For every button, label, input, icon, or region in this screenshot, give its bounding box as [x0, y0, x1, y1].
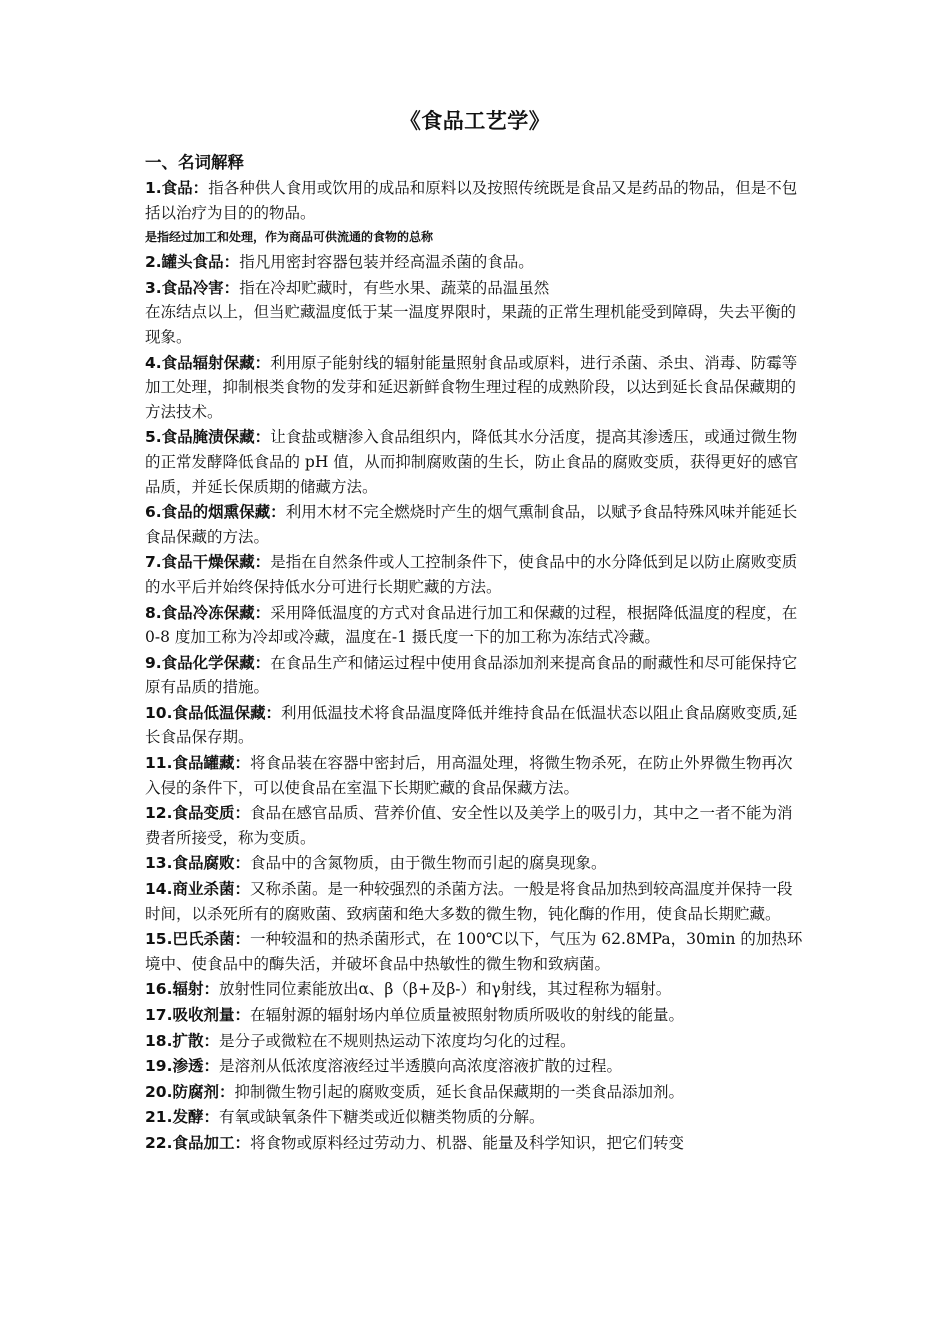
definition-entry [145, 550, 807, 599]
definition-entry [145, 601, 807, 650]
entry-definition: 在辐射源的辐射场内单位质量被照射物质所吸收的射线的能量。 [249, 1006, 684, 1024]
document-title: 《食品工艺学》 [399, 109, 551, 133]
entry-definition: 是溶剂从低浓度溶液经过半透膜向高浓度溶液扩散的过程。 [218, 1057, 622, 1076]
entry-definition: 食品在感官品质、营养价值、安全性以及美学上的吸引力，其中之一者不能为消费者所接受，称为变质。 [145, 804, 793, 847]
entry-term: 19.渗透： [145, 1057, 219, 1076]
entry-term: 22.食品加工： [145, 1133, 250, 1152]
entry-term: 14.商业杀菌： [145, 880, 250, 899]
entry-term: 15.巴氏杀菌： [145, 930, 250, 949]
definition-entry [145, 351, 807, 425]
entry-term: 3.食品冷害： [145, 278, 240, 297]
entry-term: 8.食品冷冻保藏： [145, 603, 271, 622]
definition-entry [145, 1080, 807, 1105]
entry-definition: 食品中的含氮物质，由于微生物而引起的腐臭现象。 [249, 854, 607, 873]
entry-term: 20.防腐剂： [145, 1082, 235, 1101]
definition-entry [145, 250, 807, 275]
definition-entry [145, 1131, 807, 1156]
definition-entry [145, 701, 807, 750]
entry-definition: 抑制微生物引起的腐败变质，延长食品保藏期的一类食品添加剂。 [234, 1082, 684, 1101]
entry-term: 10.食品低温保藏： [145, 703, 281, 722]
entry-term: 9.食品化学保藏： [145, 653, 271, 672]
definition-entry [145, 801, 807, 850]
entry-continuation: 在冻结点以上，但当贮藏温度低于某一温度界限时，果蔬的正常生理机能受到障碍，失去平衡的现象。 [145, 303, 797, 346]
definition-entry [145, 1105, 807, 1130]
entry-definition: 将食物或原料经过劳动力、机器、能量及科学知识，把它们转变 [249, 1133, 684, 1152]
definition-entry [145, 276, 807, 301]
definition-entry [145, 651, 807, 700]
entry-term: 5.食品腌渍保藏： [145, 428, 271, 447]
definition-entry [145, 176, 807, 225]
entry-term: 4.食品辐射保藏： [145, 353, 271, 372]
entry-definition: 让食盐或糖渗入食品组织内，降低其水分活度，提高其渗透压，或通过微生物的正常发酵降低食品的 pH 值，从而抑制腐败菌的生长，防止食品的腐败变质，获得更好的感官品质，并延长保质期的储藏方法。 [145, 428, 799, 496]
definition-entry [145, 877, 807, 926]
entry-term: 17.吸收剂量： [145, 1006, 250, 1024]
entry-definition: 利用低温技术将食品温度降低并维持食品在低温状态以阻止食品腐败变质,延长食品保存期。 [145, 703, 798, 747]
entry-definition: 指在冷却贮藏时，有些水果、蔬菜的品温虽然 [239, 278, 550, 297]
entry-definition: 利用原子能射线的辐射能量照射食品或原料，进行杀菌、杀虫、消毒、防霉等加工处理，抑制根类食物的发芽和延迟新鲜食物生理过程的成熟阶段，以达到延长食品保藏期的方法技术。 [145, 353, 798, 421]
entry-definition: 采用降低温度的方式对食品进行加工和保藏的过程，根据降低温度的程度，在 0-8 度加工称为冷却或冷藏，温度在-1 摄氏度一下的加工称为冻结式冷藏。 [145, 603, 798, 647]
document-body [145, 150, 807, 1156]
entry-definition: 有氧或缺氧条件下糖类或近似糖类物质的分解。 [218, 1108, 545, 1127]
definition-entry [145, 425, 807, 499]
entry-definition: 在食品生产和储运过程中使用食品添加剂来提高食品的耐藏性和尽可能保持它原有品质的措施。 [145, 653, 798, 697]
entry-term: 16.辐射： [145, 980, 219, 999]
definition-entry [145, 977, 807, 1002]
entry-definition: 一种较温和的热杀菌形式，在 100℃以下，气压为 62.8MPa，30min 的加热环境中、使食品中的酶失活，并破坏食品中热敏性的微生物和致病菌。 [145, 930, 803, 973]
entry-term: 2.罐头食品： [145, 253, 240, 272]
definition-entry [145, 500, 807, 549]
definition-entry [145, 851, 807, 876]
entry-definition: 指凡用密封容器包装并经高温杀菌的食品。 [239, 253, 534, 272]
definition-entry [145, 927, 807, 976]
section-title: 一、名词解释 [145, 153, 244, 172]
definition-entry [145, 751, 807, 800]
definition-entry [145, 1054, 807, 1079]
entry-definition: 利用木材不完全燃烧时产生的烟气熏制食品，以赋予食品特殊风味并能延长食品保藏的方法。 [145, 503, 798, 546]
entry-term: 21.发酵： [145, 1108, 219, 1127]
entry-term: 12.食品变质： [145, 804, 250, 823]
entry-term: 13.食品腐败： [145, 854, 250, 873]
entry-definition: 指各种供人食用或饮用的成品和原料以及按照传统既是食品又是药品的物品，但是不包括以治疗为目的的物品。 [145, 179, 798, 222]
entry-definition: 将食品装在容器中密封后，用高温处理，将微生物杀死，在防止外界微生物再次入侵的条件下，可以使食品在室温下长期贮藏的食品保藏方法。 [145, 754, 793, 797]
definition-entry [145, 1029, 807, 1054]
entry-definition: 又称杀菌。是一种较强烈的杀菌方法。一般是将食品加热到较高温度并保持一段时间，以杀死所有的腐败菌、致病菌和绝大多数的微生物，钝化酶的作用，使食品长期贮藏。 [145, 880, 793, 923]
entry-definition: 是分子或微粒在不规则热运动下浓度均匀化的过程。 [218, 1031, 576, 1050]
entry-term: 18.扩散： [145, 1031, 219, 1050]
entry-term: 1.食品： [145, 179, 209, 197]
entry-term: 7.食品干燥保藏： [145, 553, 271, 572]
entry-definition: 放射性同位素能放出α、β（β+及β-）和γ射线，其过程称为辐射。 [218, 980, 672, 999]
entry-note: 是指经过加工和处理，作为商品可供流通的食物的总称 [145, 230, 434, 245]
definition-entry [145, 1003, 807, 1028]
entry-term: 6.食品的烟熏保藏： [145, 503, 286, 522]
entry-definition: 是指在自然条件或人工控制条件下，使食品中的水分降低到足以防止腐败变质的水平后并始终保持低水分可进行长期贮藏的方法。 [145, 553, 798, 596]
entry-term: 11.食品罐藏： [145, 754, 250, 773]
